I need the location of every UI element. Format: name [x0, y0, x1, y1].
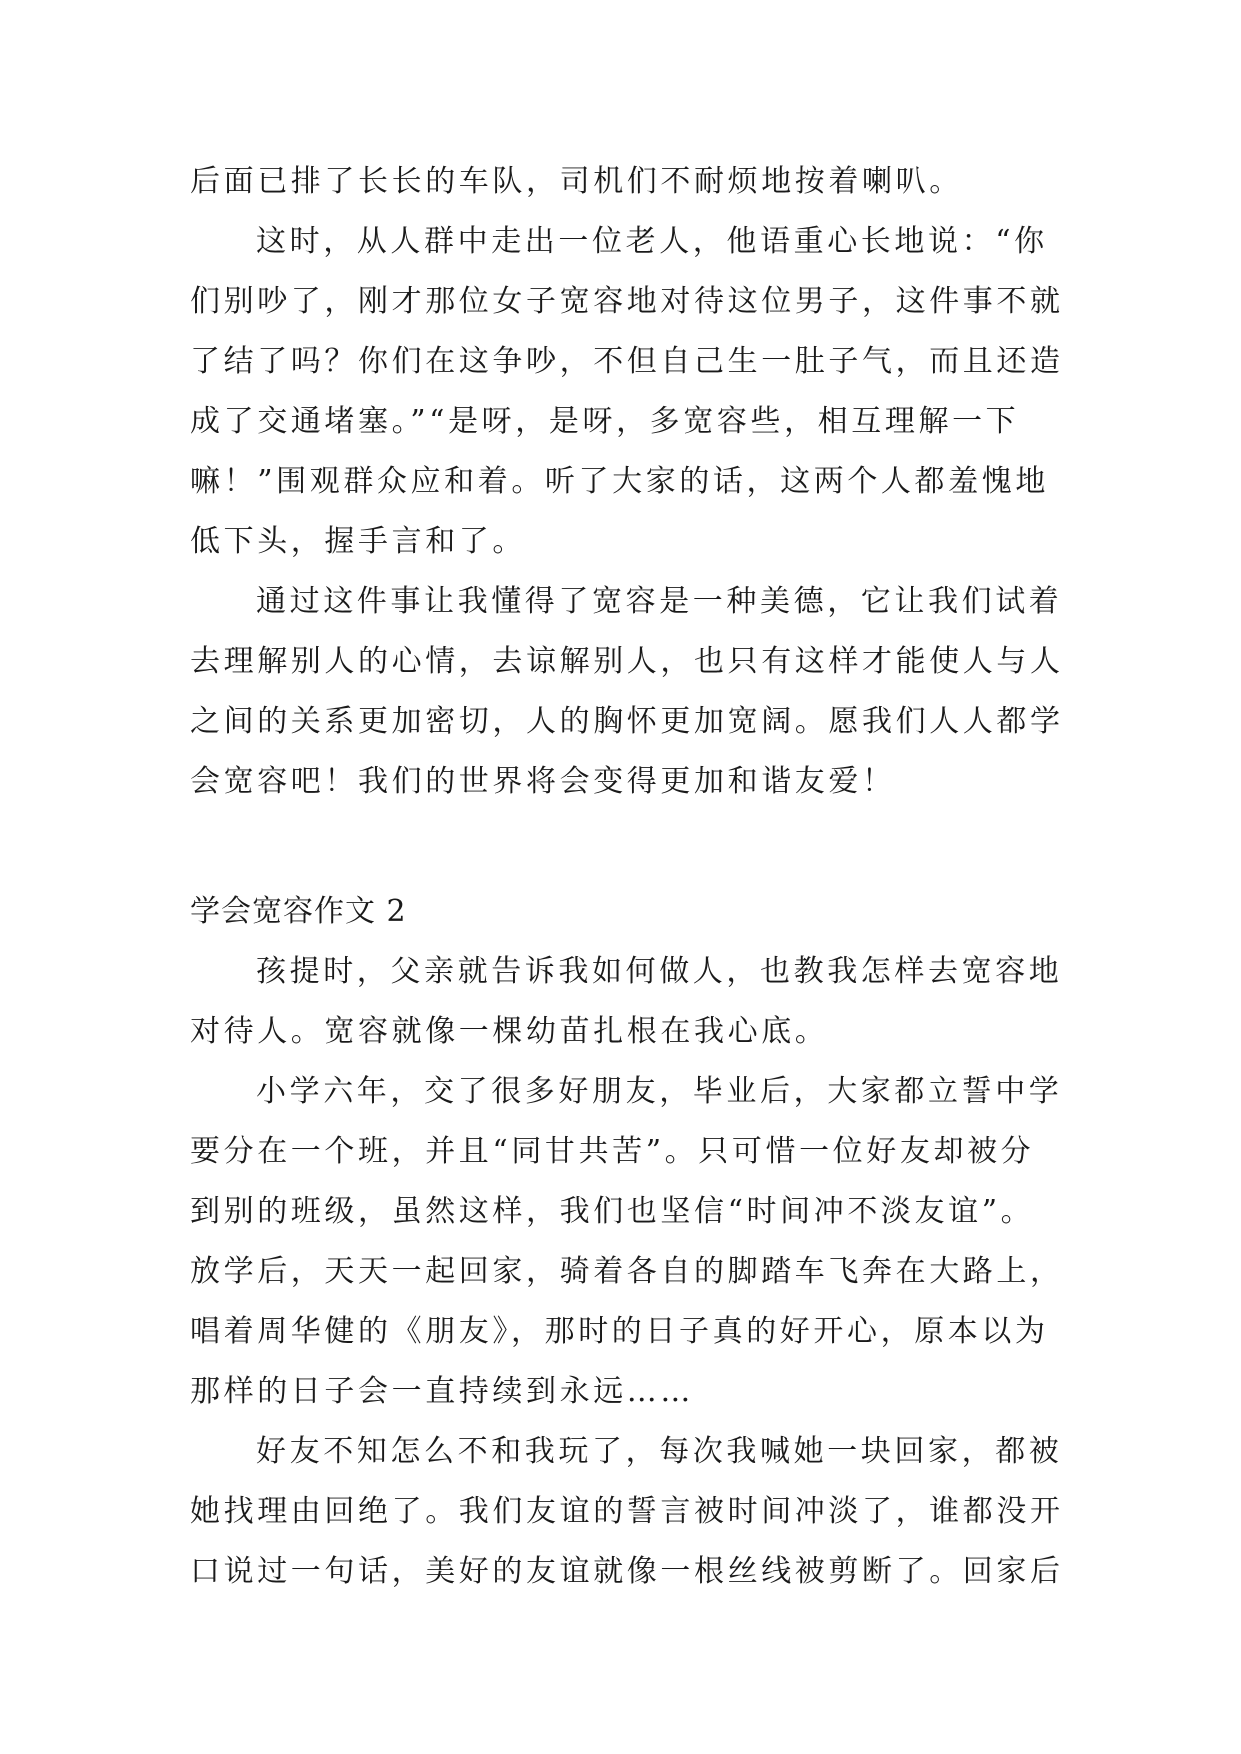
paragraph-line: 通过这件事让我懂得了宽容是一种美德，它让我们试着 [256, 584, 1063, 619]
paragraph-line: 要分在一个班，并且“同甘共苦”。只可惜一位好友却被分 [190, 1134, 1035, 1169]
paragraph-line: 好友不知怎么不和我玩了，每次我喊她一块回家，都被 [256, 1434, 1063, 1469]
paragraph-line: 会宽容吧！我们的世界将会变得更加和谐友爱！ [190, 764, 896, 799]
paragraph-line: 了结了吗？你们在这争吵，不但自己生一肚子气，而且还造 [190, 344, 1064, 379]
paragraph-line: 到别的班级，虽然这样，我们也坚信“时间冲不淡友谊”。 [190, 1194, 1035, 1229]
paragraph-line: 成了交通堵塞。”“是呀，是呀，多宽容些，相互理解一下 [190, 404, 1020, 439]
section-title: 学会宽容作文 2 [190, 894, 407, 929]
paragraph-line: 后面已排了长长的车队，司机们不耐烦地按着喇叭。 [190, 164, 963, 199]
paragraph-line: 之间的关系更加密切，人的胸怀更加宽阔。愿我们人人都学 [190, 704, 1064, 739]
paragraph-line: 去理解别人的心情，去谅解别人，也只有这样才能使人与人 [190, 644, 1064, 679]
paragraph-line: 唱着周华健的《朋友》，那时的日子真的好开心，原本以为 [190, 1314, 1049, 1349]
document-body [190, 152, 1064, 1602]
paragraph-line: 她找理由回绝了。我们友谊的誓言被时间冲淡了，谁都没开 [190, 1494, 1064, 1529]
paragraph-line: 这时，从人群中走出一位老人，他语重心长地说：“你 [256, 224, 1048, 259]
paragraph-line: 嘛！”围观群众应和着。听了大家的话，这两个人都羞愧地 [190, 464, 1049, 499]
paragraph-line: 小学六年，交了很多好朋友，毕业后，大家都立誓中学 [256, 1074, 1063, 1109]
paragraph-line: 对待人。宽容就像一棵幼苗扎根在我心底。 [190, 1014, 829, 1049]
paragraph-line: 口说过一句话，美好的友谊就像一根丝线被剪断了。回家后 [190, 1554, 1064, 1589]
paragraph-line: 孩提时，父亲就告诉我如何做人，也教我怎样去宽容地 [256, 954, 1063, 989]
paragraph-line: 放学后，天天一起回家，骑着各自的脚踏车飞奔在大路上， [190, 1254, 1064, 1289]
section-gap [190, 812, 1050, 882]
paragraph-line: 低下头，握手言和了。 [190, 524, 526, 559]
paragraph-line: 那样的日子会一直持续到永远…… [190, 1374, 694, 1409]
paragraph-line: 们别吵了，刚才那位女子宽容地对待这位男子，这件事不就 [190, 284, 1064, 319]
